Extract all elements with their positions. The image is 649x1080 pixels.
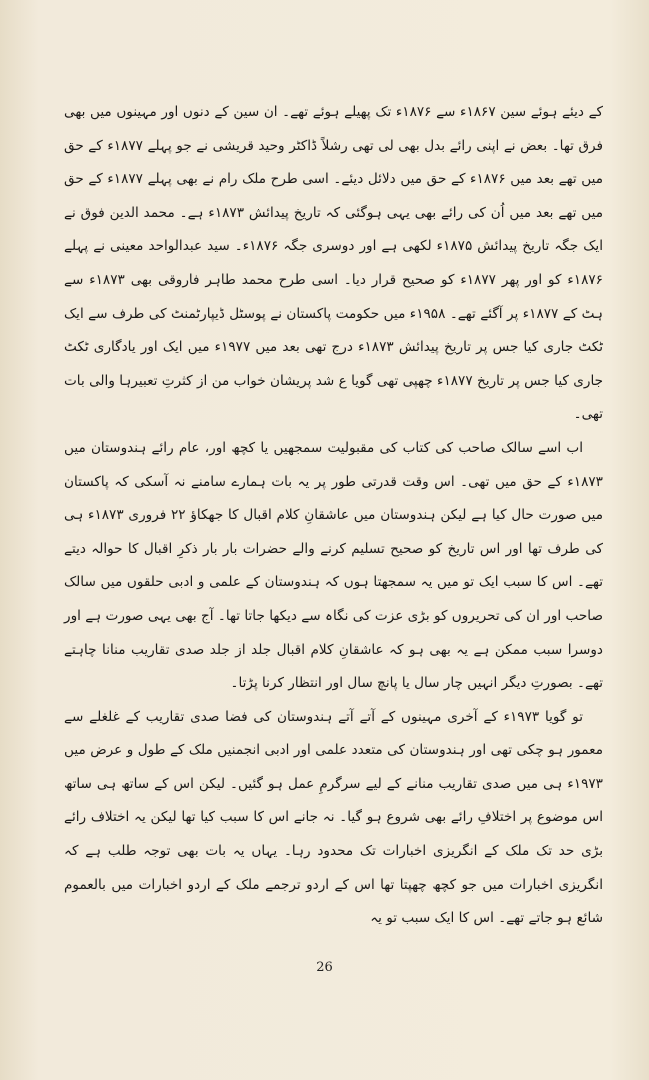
- paragraph-2: اب اسے سالک صاحب کی کتاب کی مقبولیت سمجھیں یا کچھ اور، عام رائے ہندوستان میں ۱۸۷۳ء کے حق میں تھی۔ اس وقت قدرتی طور پر یہ بات ہمارے سامنے نہ آسکی کہ پاکستان میں صورت حال کیا ہے لیکن ہندوستان میں عاشقانِ کلام اقبال کا جھکاؤ ۲۲ فروری ۱۸۷۳ء ہی کی طرف تھا اور اس تاریخ کو صحیح تسلیم کرنے والے حضرات بار بار ذکرِ اقبال کا حوالہ دیتے تھے۔ اس کا سبب ایک تو میں یہ سمجھتا ہوں کہ ہندوستان کے علمی و ادبی حلقوں میں سالک صاحب اور ان کی تحریروں کو بڑی عزت کی نگاہ سے دیکھا جاتا تھا۔ آج بھی یہی صورت ہے اور دوسرا سبب ممکن ہے یہ بھی ہو کہ عاشقانِ کلام اقبال جلد از جلد صدی تقاریب منانا چاہتے تھے۔ بصورتِ دیگر انہیں چار سال یا پانچ سال اور انتظار کرنا پڑتا۔: [64, 439, 603, 692]
- paragraph-3: تو گویا ۱۹۷۳ء کے آخری مہینوں کے آتے آتے ہندوستان کی فضا صدی تقاریب کے غلغلے سے معمور ہو چکی تھی اور ہندوستان کی متعدد علمی اور ادبی انجمنیں ملک کے طول و عرض میں ۱۹۷۳ء ہی میں صدی تقاریب منانے کے لیے سرگرمِ عمل ہو گئیں۔ لیکن اس کے ساتھ ہی ساتھ اس موضوع پر اختلافِ رائے بھی شروع ہو گیا۔ نہ جانے اس کا سبب کیا تھا لیکن یہ اختلاف رائے بڑی حد تک ملک کے انگریزی اخبارات تک محدود رہا۔ یہاں یہ بات بھی توجہ طلب ہے کہ انگریزی اخبارات میں جو کچھ چھپتا تھا اس کے اردو ترجمے ملک کے اردو اخبارات میں بالعموم شائع ہو جاتے تھے۔ اس کا ایک سبب تو یہ: [64, 708, 603, 927]
- body-text: [64, 96, 603, 936]
- paragraph-1: کے دیئے ہوئے سین ۱۸۶۷ء سے ۱۸۷۶ء تک پھیلے ہوئے تھے۔ ان سین کے دنوں اور مہینوں میں بھی فرق تھا۔ بعض نے اپنی رائے بدل بھی لی تھی رشلاً ڈاکٹر وحید قریشی نے جو پہلے ۱۸۷۷ء کے حق میں تھے بعد میں ۱۸۷۶ء کے حق میں دلائل دیئے۔ اسی طرح ملک رام نے بھی پہلے ۱۸۷۷ء کے حق میں تھے بعد میں اُن کی رائے بھی یہی ہوگئی کہ تاریخ پیدائش ۱۸۷۳ء ہے۔ محمد الدین فوق نے ایک جگہ تاریخ پیدائش ۱۸۷۵ء لکھی ہے اور دوسری جگہ ۱۸۷۶ء۔ سید عبدالواحد معینی نے پہلے ۱۸۷۶ء کو اور پھر ۱۸۷۷ء کو صحیح قرار دیا۔ اسی طرح محمد طاہر فاروقی بھی ۱۸۷۳ء سے ہٹ کے ۱۸۷۷ء پر آگئے تھے۔ ۱۹۵۸ء میں حکومت پاکستان نے پوسٹل ڈیپارٹمنٹ کی طرف سے ایک ٹکٹ جاری کیا جس پر تاریخ پیدائش ۱۸۷۳ء درج تھی بعد میں ۱۹۷۷ء میں ایک اور یادگاری ٹکٹ جاری کیا جس پر تاریخ ۱۸۷۷ء چھپی تھی گویا ع شد پریشان خواب من از کثرتِ تعبیرہا والی بات تھی۔: [64, 104, 604, 423]
- page-number: 26: [316, 960, 333, 975]
